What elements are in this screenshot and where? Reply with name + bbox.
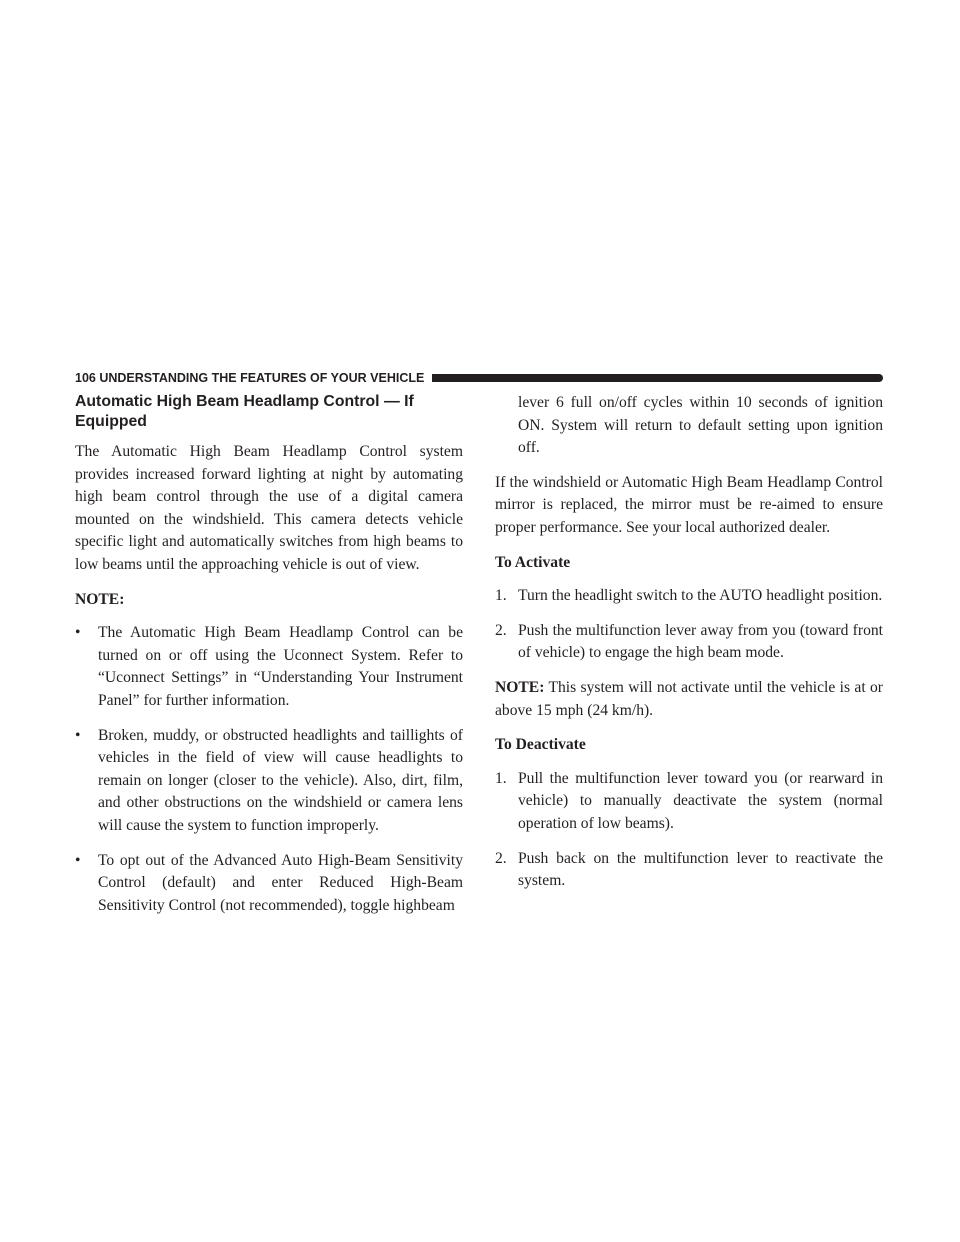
bullet-text: To opt out of the Advanced Auto High-Beam Sensitivity Control (default) and enter Reduced High-Beam Sensitivity Control (not recommended), toggle highbeam <box>98 851 463 914</box>
step-text: Pull the multifunction lever toward you (or rearward in vehicle) to manually deactivate the system (normal operation of low beams). <box>518 769 883 832</box>
bullet-text: Broken, muddy, or obstructed headlights and taillights of vehicles in the field of view will cause headlights to remain on longer (closer to the vehicle). Also, dirt, film, and other obstructions on the windshield or camera lens will cause the system to function improperly. <box>98 726 463 834</box>
bullet-icon: • <box>75 851 81 869</box>
deactivate-steps <box>495 768 883 893</box>
activate-heading: To Activate <box>495 553 571 571</box>
section-title: Automatic High Beam Headlamp Control — If Equipped <box>75 393 414 430</box>
bullet-icon: • <box>75 624 81 642</box>
deactivate-heading: To Deactivate <box>495 736 586 754</box>
list-item <box>495 768 883 836</box>
step-number: 1. <box>495 587 507 605</box>
step-text: Push the multifunction lever away from you (toward front of vehicle) to engage the high beam mode. <box>518 621 883 662</box>
list-item <box>495 585 883 608</box>
header-text <box>75 370 432 386</box>
step-number: 2. <box>495 621 507 639</box>
bullet-continuation: lever 6 full on/off cycles within 10 seconds of ignition ON. System will return to default setting upon ignition off. <box>518 394 883 457</box>
note-label: NOTE: <box>495 678 545 696</box>
bullet-text: The Automatic High Beam Headlamp Control can be turned on or off using the Uconnect System. Refer to “Uconnect Settings” in “Understanding Your Instrument Panel” for further information. <box>98 624 463 709</box>
right-column <box>495 392 883 905</box>
step-number: 2. <box>495 849 507 867</box>
note-paragraph <box>495 677 883 722</box>
list-item <box>495 848 883 893</box>
list-item <box>75 725 463 838</box>
list-item <box>495 620 883 665</box>
bullet-icon: • <box>75 726 81 744</box>
left-column <box>75 392 463 917</box>
step-text: Push back on the multifunction lever to reactivate the system. <box>518 849 883 890</box>
note-bullet-list <box>75 622 463 917</box>
step-number: 1. <box>495 769 507 787</box>
list-item <box>75 622 463 712</box>
note-label: NOTE: <box>75 590 125 608</box>
note-text: This system will not activate until the vehicle is at or above 15 mph (24 km/h). <box>495 678 883 719</box>
intro-paragraph: The Automatic High Beam Headlamp Control system provides increased forward lighting at night by automating high beam control through the use of a digital camera mounted on the windshield. This camera detects vehicle specific light and automatically switches from high beams to low beams until the approaching vehicle is out of view. <box>75 443 463 573</box>
list-item <box>75 850 463 918</box>
activate-steps <box>495 585 883 665</box>
running-title: UNDERSTANDING THE FEATURES OF YOUR VEHICLE <box>99 371 425 385</box>
replacement-paragraph: If the windshield or Automatic High Beam Headlamp Control mirror is replaced, the mirror must be re-aimed to ensure proper performance. See your local authorized dealer. <box>495 473 883 536</box>
step-text: Turn the headlight switch to the AUTO headlight position. <box>518 587 883 605</box>
page-number: 106 <box>75 371 96 385</box>
page-header <box>75 370 883 386</box>
